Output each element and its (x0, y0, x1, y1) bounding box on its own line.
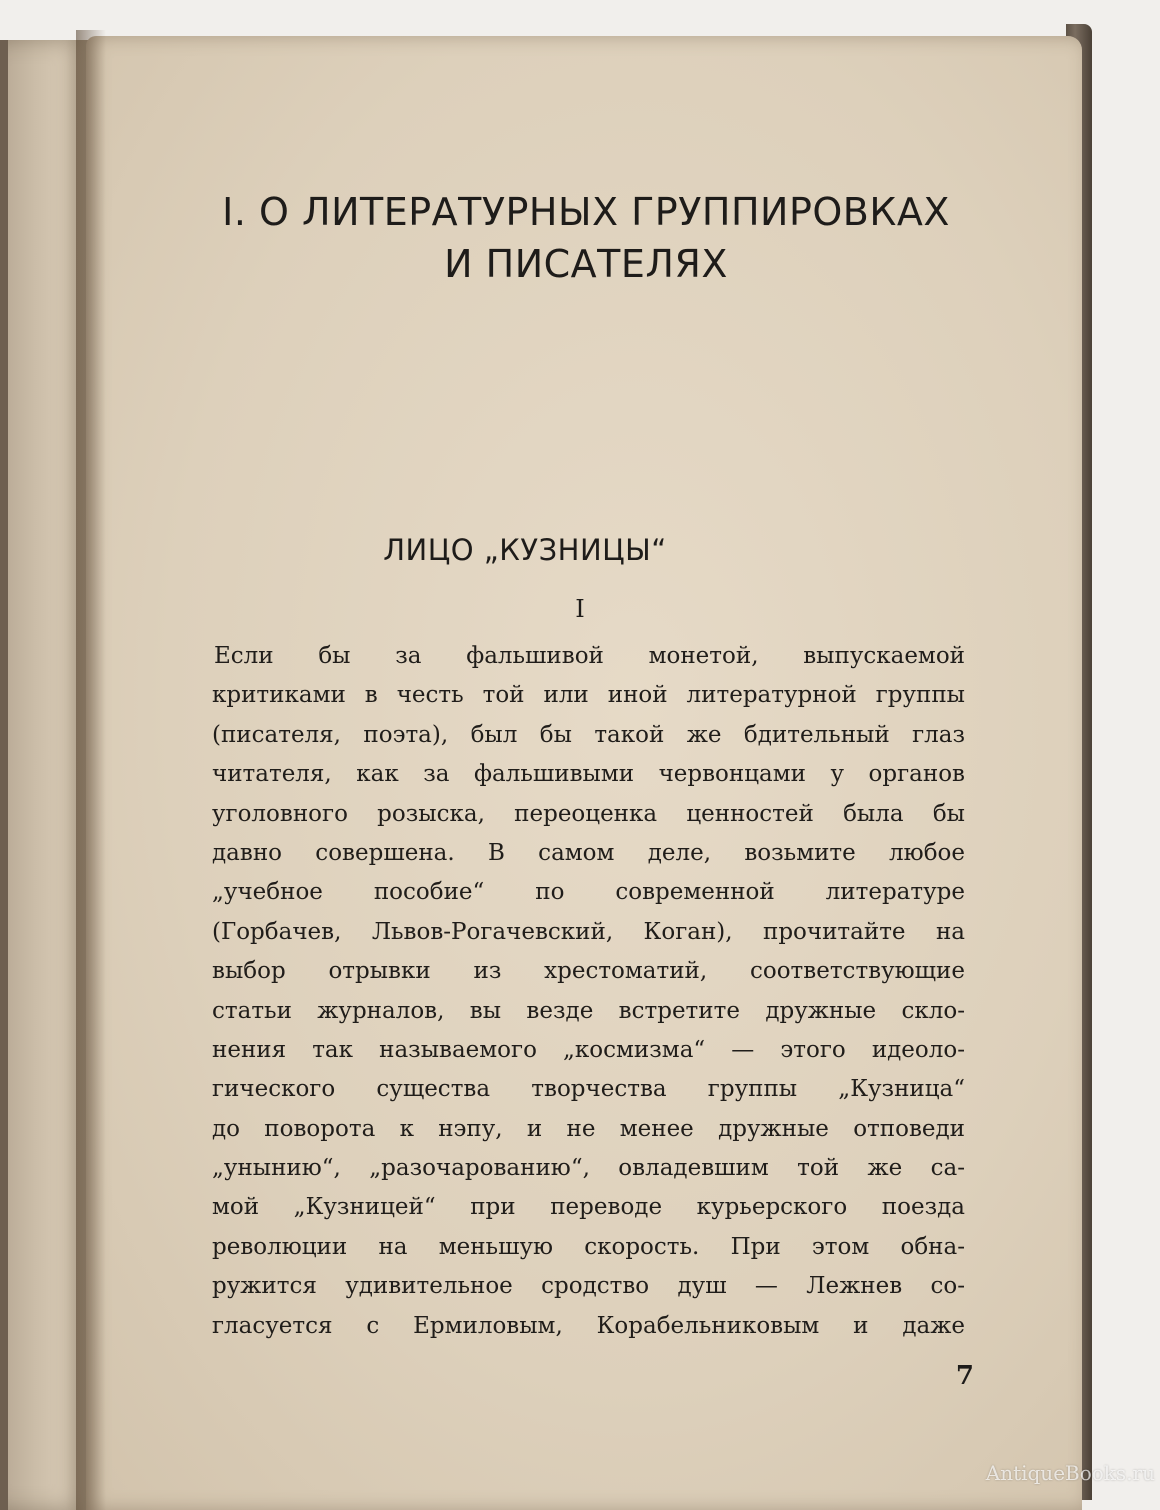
spine-shadow (76, 30, 106, 1510)
body-line: гического существа творчества группы „Кузница“ (212, 1076, 965, 1103)
body-line: до поворота к нэпу, и не менее дружные отповеди (212, 1115, 965, 1142)
body-line: гласуется с Ермиловым, Корабельниковым и даже (212, 1312, 965, 1339)
section-title: ЛИЦО „КУЗНИЦЫ“ (383, 533, 667, 567)
left-page-edge (0, 40, 88, 1510)
body-line: (Горбачев, Львов-Рогачевский, Коган), прочитайте на (212, 918, 965, 945)
body-text (212, 637, 965, 1346)
body-line: мой „Кузницей“ при переводе курьерского поезда (212, 1194, 965, 1221)
body-line: читателя, как за фальшивыми червонцами у органов (212, 761, 965, 788)
chapter-title (206, 186, 966, 290)
body-line: статьи журналов, вы везде встретите дружные скло- (212, 997, 965, 1024)
chapter-title-line-2: И ПИСАТЕЛЯХ (444, 242, 728, 286)
body-line: (писателя, поэта), был бы такой же бдительный глаз (212, 721, 965, 748)
body-line: Если бы за фальшивой монетой, выпускаемой (214, 643, 965, 669)
body-line: критиками в честь той или иной литературной группы (212, 682, 965, 709)
body-line: „унынию“, „разочарованию“, овладевшим той же са- (212, 1155, 965, 1182)
body-line: ружится удивительное сродство душ — Лежнев со- (212, 1273, 965, 1300)
body-line: давно совершена. В самом деле, возьмите любое (212, 839, 965, 866)
left-cover-edge (0, 40, 8, 1510)
body-line: выбор отрывки из хрестоматий, соответствующие (212, 958, 965, 985)
page-number: 7 (955, 1361, 974, 1391)
body-line: „учебное пособие“ по современной литературе (212, 879, 965, 906)
section-number: I (575, 595, 585, 623)
chapter-title-line-1: I. О ЛИТЕРАТУРНЫХ ГРУППИРОВКАХ (222, 190, 950, 234)
body-line: уголовного розыска, переоценка ценностей была бы (212, 800, 965, 827)
body-line: революции на меньшую скорость. При этом обна- (212, 1233, 965, 1260)
watermark: AntiqueBooks.ru (985, 1461, 1155, 1485)
body-line: нения так называемого „космизма“ — этого идеоло- (212, 1036, 965, 1063)
